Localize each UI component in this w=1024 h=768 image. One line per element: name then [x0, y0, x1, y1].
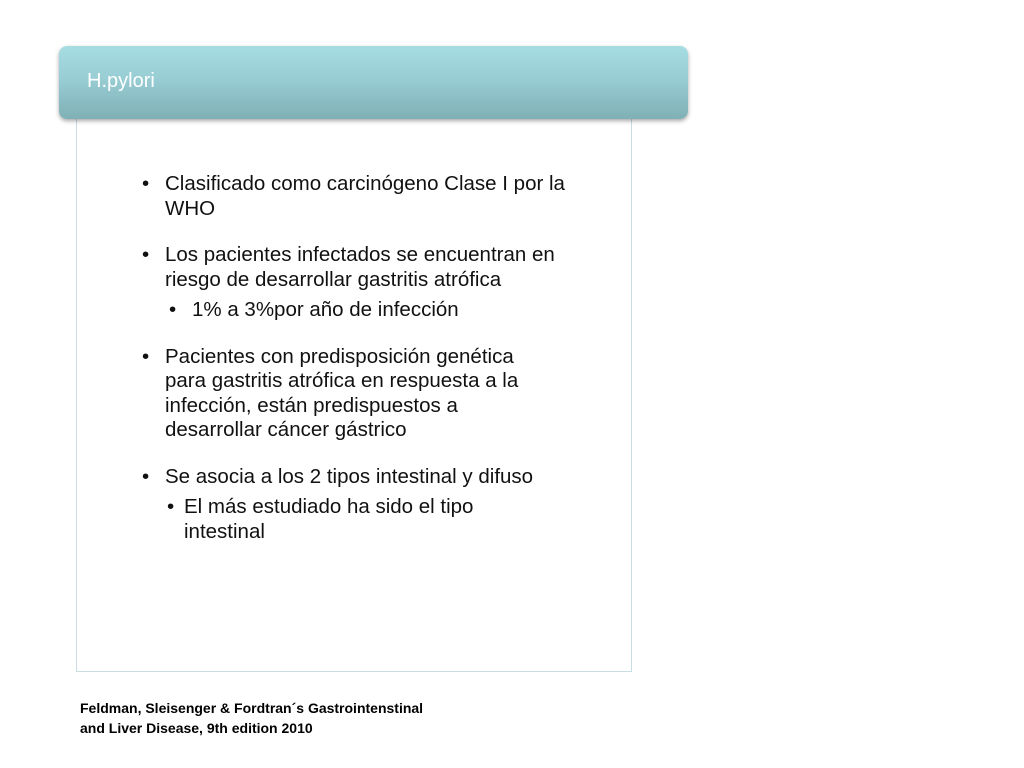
citation	[80, 698, 540, 738]
sub-bullet-text: El más estudiado ha sido el tipo intestinal	[184, 495, 474, 543]
sub-bullet-icon: •	[167, 495, 175, 518]
bullet-icon: •	[142, 172, 150, 195]
bullet-item	[142, 345, 550, 443]
bullet-text: Clasificado como carcinógeno Clase I por la WHO	[165, 172, 565, 220]
bullet-text: Se asocia a los 2 tipos intestinal y difuso	[165, 464, 534, 488]
bullet-icon: •	[142, 243, 150, 266]
bullet-item	[142, 243, 560, 323]
sub-bullet-item	[142, 298, 560, 323]
bullet-icon: •	[142, 464, 150, 488]
title-bar	[59, 46, 688, 119]
bullet-text: Los pacientes infectados se encuentran en riesgo de desarrollar gastritis atrófica	[165, 243, 555, 291]
sub-bullet-item	[142, 495, 549, 544]
sub-bullet-text: 1% a 3%por año de infección	[192, 298, 459, 321]
bullet-icon: •	[142, 344, 150, 368]
slide-title: H.pylori	[87, 70, 155, 92]
bullet-list	[142, 172, 572, 566]
bullet-text: Pacientes con predisposición genética para gastritis atrófica en respuesta a la infección, están predispuestos a desarrollar cáncer gástrico	[165, 344, 519, 441]
bullet-item	[142, 172, 565, 221]
citation-line: and Liver Disease, 9th edition 2010	[80, 720, 313, 736]
citation-line: Feldman, Sleisenger & Fordtran´s Gastrointenstinal	[80, 700, 424, 716]
bullet-item	[142, 465, 535, 545]
sub-bullet-icon: •	[169, 298, 177, 321]
